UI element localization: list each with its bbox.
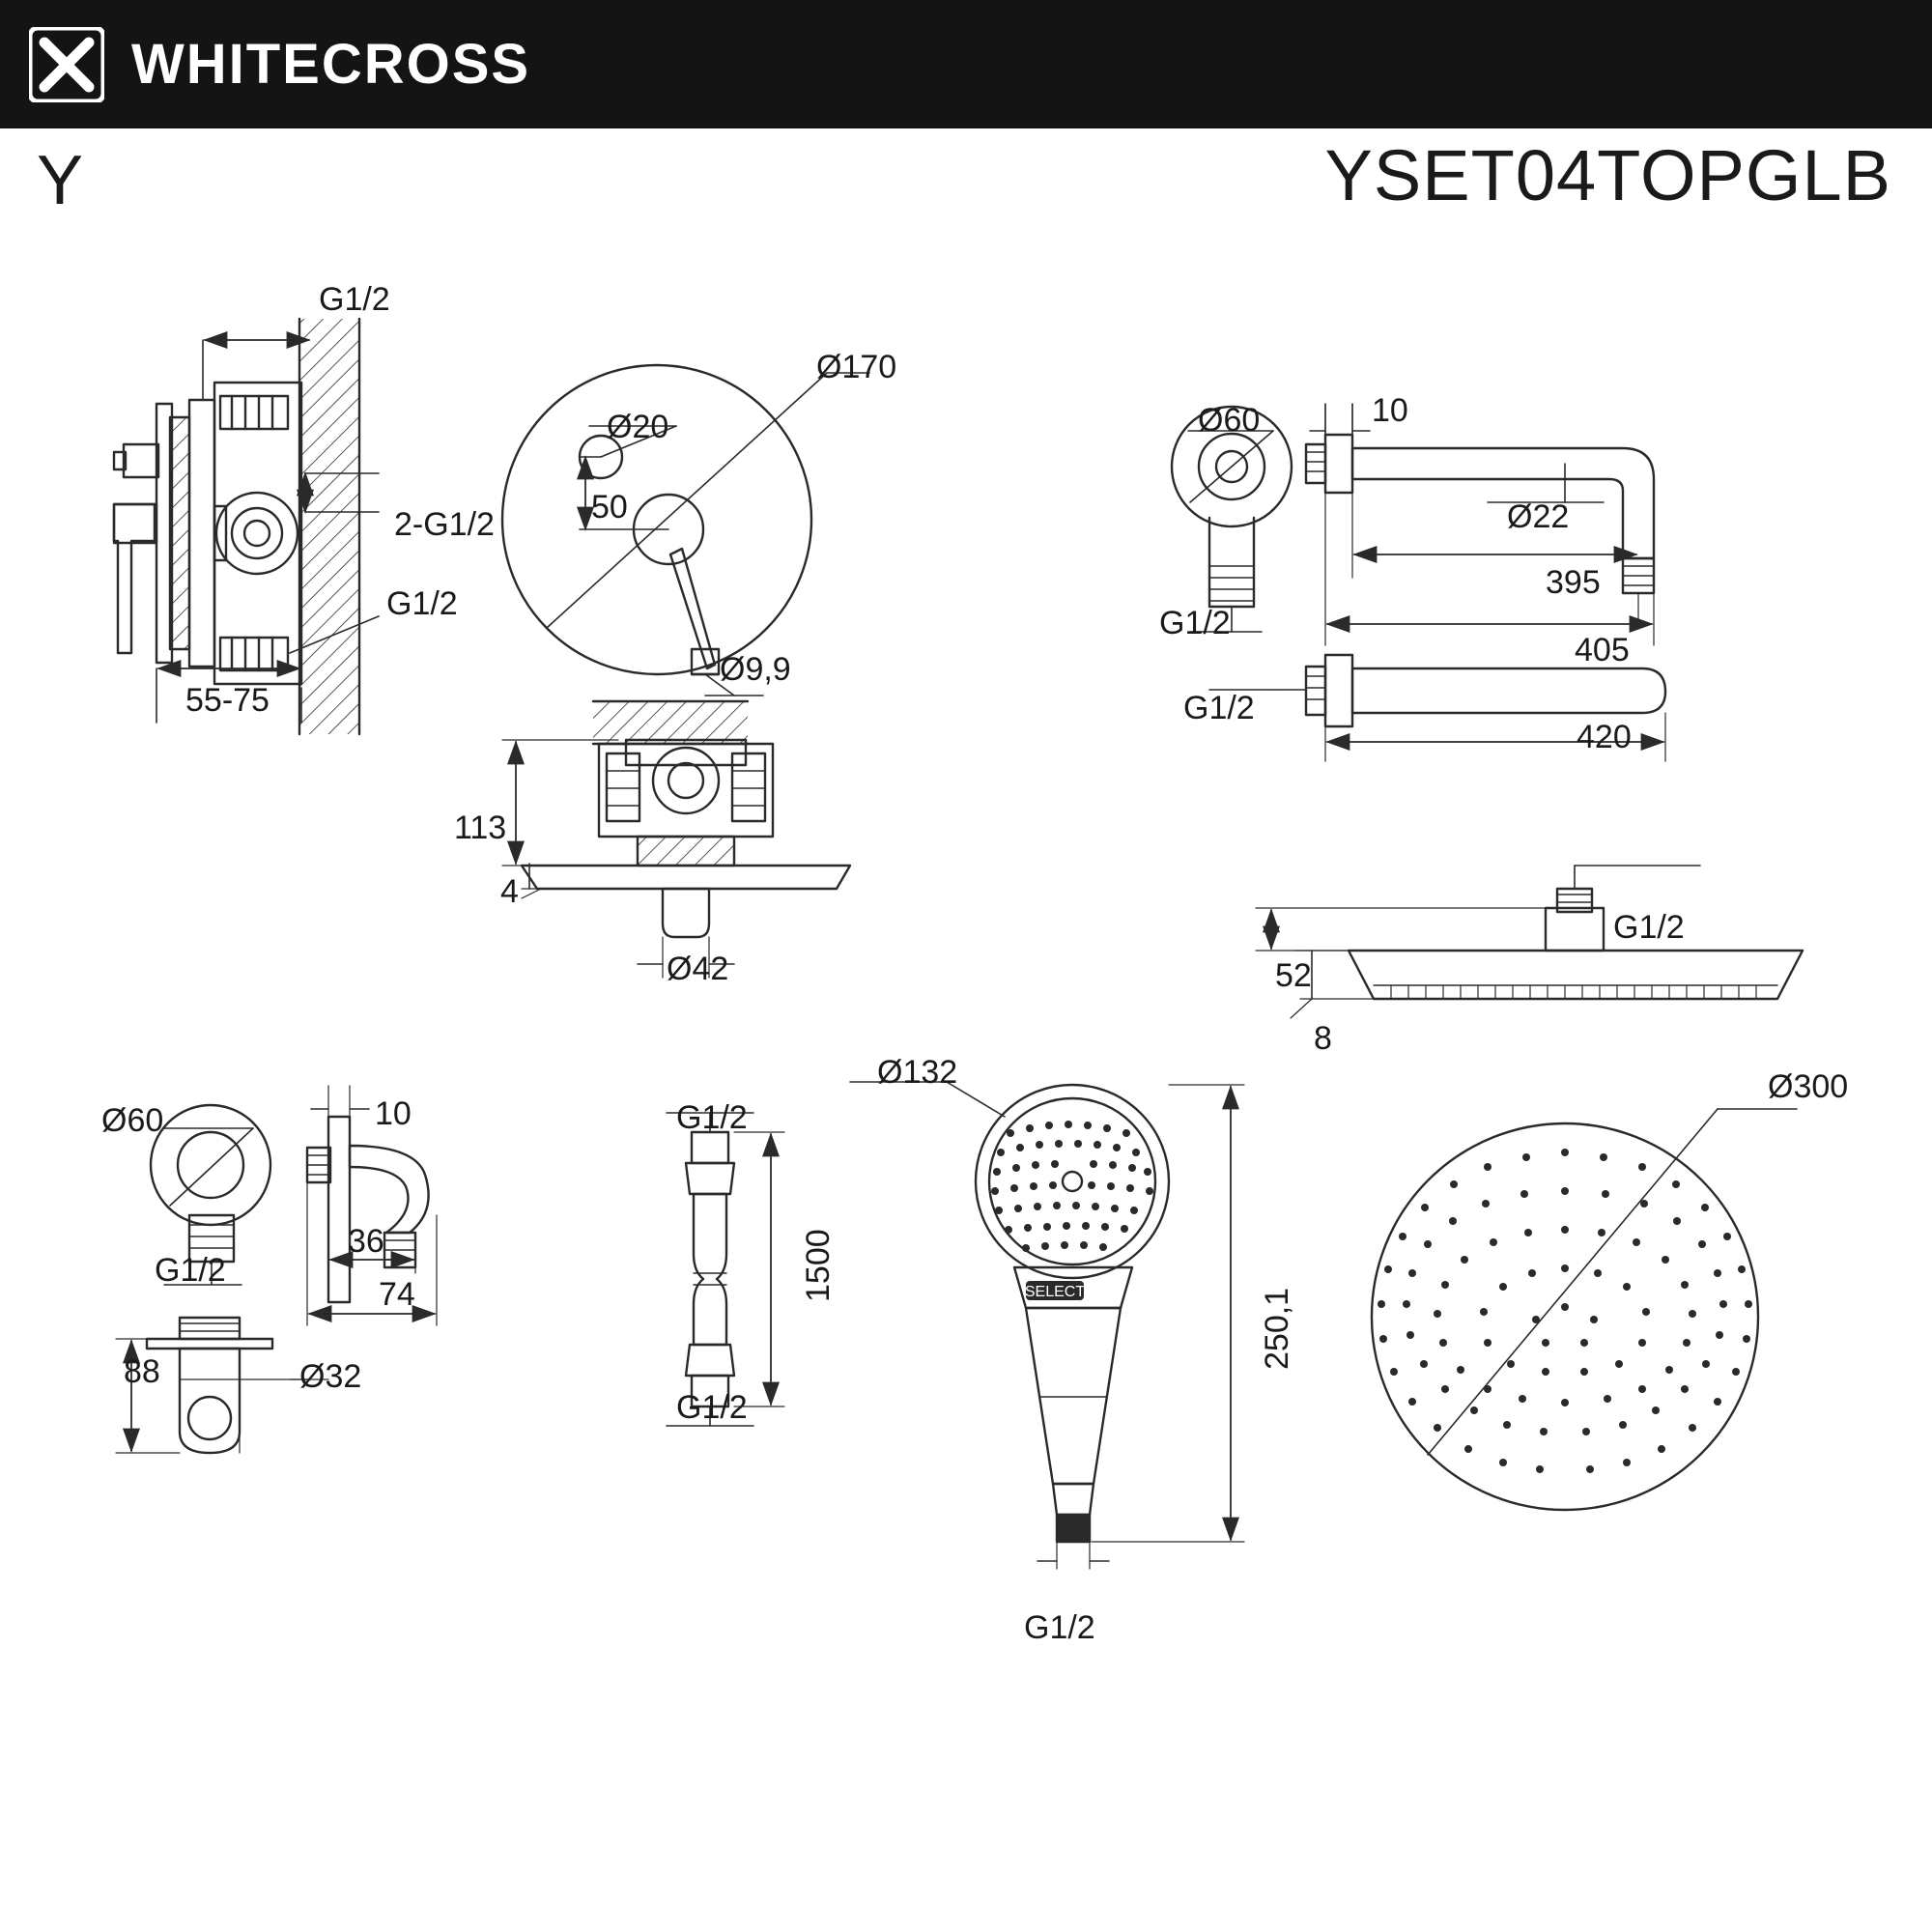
dim-label: Ø22 bbox=[1507, 498, 1570, 535]
model-code: YSET04TOPGLB bbox=[1324, 135, 1891, 215]
dim-label: 420 bbox=[1577, 719, 1632, 755]
view-hand-shower bbox=[850, 1082, 1244, 1569]
dim-label: 52 bbox=[1275, 957, 1312, 994]
dim-label: 88 bbox=[124, 1353, 160, 1390]
dim-label: 36 bbox=[348, 1223, 384, 1260]
dim-label: Ø60 bbox=[1198, 402, 1261, 439]
dim-label: 405 bbox=[1575, 632, 1630, 668]
dim-label: Ø20 bbox=[607, 409, 669, 445]
dim-label: Ø9,9 bbox=[720, 651, 791, 688]
dim-label: 2-G1/2 bbox=[394, 506, 495, 543]
view-mixer-front-plate bbox=[502, 365, 869, 696]
dim-label: Ø32 bbox=[299, 1358, 362, 1395]
dim-label: 10 bbox=[375, 1095, 412, 1132]
dim-label: 250,1 bbox=[1259, 1287, 1295, 1370]
view-square-head-shower-side bbox=[1256, 866, 1803, 1018]
dim-label: G1/2 bbox=[1159, 605, 1231, 641]
view-shower-arm-wall-long bbox=[1172, 404, 1654, 645]
technical-drawing-sheet bbox=[0, 259, 1932, 1932]
dim-label: 395 bbox=[1546, 564, 1601, 601]
brand-name: WHITECROSS bbox=[131, 32, 531, 96]
dim-label: G1/2 bbox=[155, 1252, 226, 1289]
dim-label: 113 bbox=[454, 810, 507, 846]
x-cross-logo-icon bbox=[29, 27, 104, 102]
view-concealed-mixer-side-section bbox=[114, 319, 379, 734]
dim-label: Ø300 bbox=[1768, 1068, 1849, 1105]
dim-label: G1/2 bbox=[319, 281, 390, 318]
dim-label: G1/2 bbox=[1183, 690, 1255, 726]
view-shower-hose bbox=[667, 1113, 784, 1426]
dim-label: G1/2 bbox=[1613, 909, 1685, 946]
view-round-head-shower-face bbox=[1372, 1109, 1797, 1510]
dim-label: Ø42 bbox=[667, 951, 729, 987]
series-letter: Y bbox=[37, 142, 84, 219]
view-mixer-body-top-section bbox=[502, 701, 850, 978]
dim-label: 55-75 bbox=[185, 682, 270, 719]
title-row bbox=[0, 128, 1932, 259]
dim-label: Ø60 bbox=[101, 1102, 164, 1139]
dim-label: G1/2 bbox=[676, 1389, 748, 1426]
dim-label: 10 bbox=[1372, 392, 1408, 429]
dim-label: 4 bbox=[500, 873, 519, 910]
dim-label: 50 bbox=[591, 489, 628, 526]
dim-label: 8 bbox=[1314, 1020, 1332, 1057]
dim-label: G1/2 bbox=[676, 1099, 748, 1136]
dim-label: G1/2 bbox=[386, 585, 458, 622]
dim-label: Ø132 bbox=[877, 1054, 958, 1091]
dim-label: G1/2 bbox=[1024, 1609, 1095, 1646]
dim-label: 1500 bbox=[800, 1229, 837, 1302]
dim-label: Ø170 bbox=[816, 349, 897, 385]
brand-header bbox=[0, 0, 1932, 128]
svg-text:SELECT: SELECT bbox=[1024, 1284, 1086, 1300]
dim-label: 74 bbox=[379, 1276, 415, 1313]
